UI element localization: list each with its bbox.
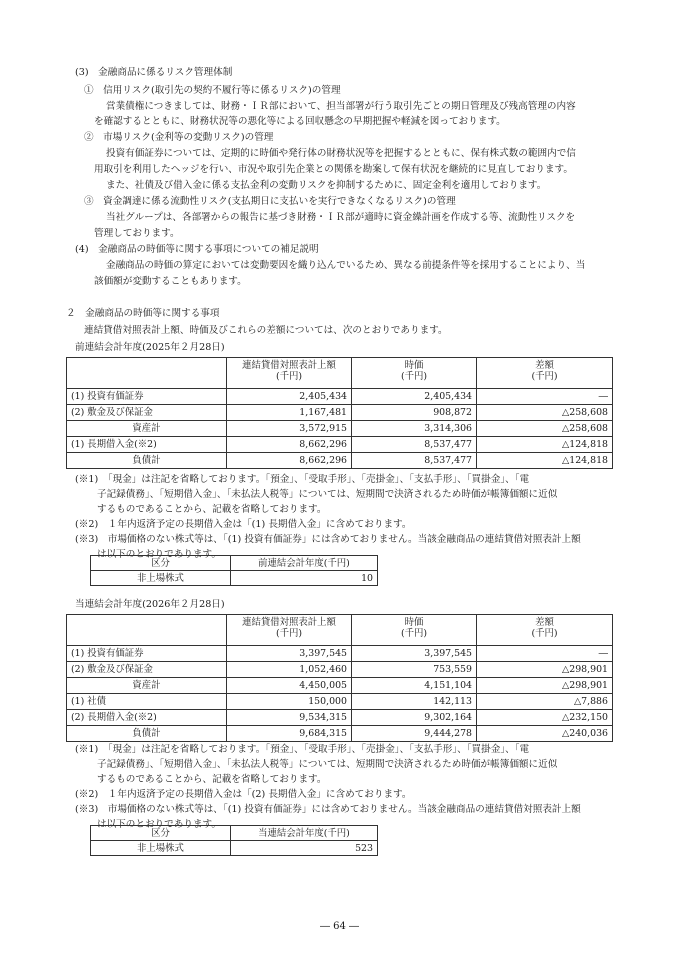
market-risk-body: 投資有価証券については、定期的に時価や発行体の財務状況等を把握するとともに、保有株式数の範囲内で信	[106, 148, 576, 159]
difference-cell: ―	[477, 646, 613, 662]
row-label: (1) 長期借入金(※2)	[67, 437, 227, 453]
prior-unlisted-table	[90, 555, 378, 586]
note-3: (※3) 市場価格のない株式等は、「(1) 投資有価証券」には含めておりません。当該金融商品の連結貸借対照表計上額	[75, 534, 581, 545]
note-3: (※3) 市場価格のない株式等は、「(1) 投資有価証券」には含めておりません。当該金融商品の連結貸借対照表計上額	[75, 804, 581, 815]
fair-value-cell: 2,405,434	[352, 389, 477, 405]
market-risk-title: ② 市場リスク(金利等の変動リスク)の管理	[84, 132, 274, 143]
value-cell: 10	[231, 571, 378, 586]
table-row	[67, 646, 613, 662]
credit-risk-title: ① 信用リスク(取引先の契約不履行等に係るリスク)の管理	[84, 85, 341, 96]
note-1-cont: 子記録債務」、「短期借入金」、「未払法人税等」については、短期間で決済されるため時価が帳簿価額に近似	[97, 759, 558, 770]
table-header-row	[67, 358, 613, 389]
fair-value-cell: 908,872	[352, 405, 477, 421]
market-risk-body: 用取引を利用したヘッジを行い、市況や取引先企業との関係を勘案して保有状況を継続的に見直しております。	[94, 164, 573, 175]
table-row	[67, 389, 613, 405]
row-label: (2) 敷金及び保証金	[67, 405, 227, 421]
current-unlisted-table	[90, 825, 378, 856]
fair-value-heading: ２ 金融商品の時価等に関する事項	[66, 308, 220, 319]
row-label: (2) 敷金及び保証金	[67, 662, 227, 678]
header-blank	[67, 615, 227, 646]
row-label: (1) 社債	[67, 694, 227, 710]
liquidity-risk-title: ③ 資金調達に係る流動性リスク(支払期日に支払いを実行できなくなるリスク)の管理	[84, 196, 456, 207]
table-row	[67, 405, 613, 421]
risk-heading: (3) 金融商品に係るリスク管理体制	[75, 67, 233, 78]
difference-cell: △240,036	[477, 726, 613, 742]
header-period: 前連結会計年度(千円)	[231, 556, 378, 571]
table-row	[91, 841, 378, 856]
prior-period-label: 前連結会計年度(2025年２月28日)	[75, 342, 225, 353]
liquidity-risk-body: 管理しております。	[94, 228, 180, 239]
note-1-cont: するものであることから、記載を省略しております。	[97, 774, 327, 785]
note-3-cont: は以下のとおりであります。	[97, 819, 221, 830]
table-row	[67, 710, 613, 726]
fair-value-cell: 9,302,164	[352, 710, 477, 726]
fair-value-cell: 9,444,278	[352, 726, 477, 742]
row-label: 負債計	[67, 453, 227, 469]
row-label: (1) 投資有価証券	[67, 389, 227, 405]
difference-cell: ―	[477, 389, 613, 405]
row-label: 非上場株式	[91, 571, 231, 586]
supplement-body: 該価額が変動することもあります。	[94, 276, 247, 287]
row-label: (2) 長期借入金(※2)	[67, 710, 227, 726]
difference-cell: △124,818	[477, 453, 613, 469]
book-value-cell: 150,000	[227, 694, 352, 710]
fair-value-cell: 4,151,104	[352, 678, 477, 694]
row-label: (1) 投資有価証券	[67, 646, 227, 662]
fair-value-cell: 753,559	[352, 662, 477, 678]
note-1-cont: するものであることから、記載を省略しております。	[97, 504, 327, 515]
table-row	[67, 437, 613, 453]
table-header-row	[91, 556, 378, 571]
current-fair-value-table	[66, 614, 613, 742]
fair-value-cell: 142,113	[352, 694, 477, 710]
book-value-cell: 3,572,915	[227, 421, 352, 437]
credit-risk-body: 営業債権につきましては、財務・ＩＲ部において、担当部署が行う取引先ごとの期日管理及び残高管理の内容	[106, 101, 576, 112]
supplement-title: (4) 金融商品の時価等に関する事項についての補足説明	[75, 244, 319, 255]
book-value-cell: 9,684,315	[227, 726, 352, 742]
row-label: 資産計	[67, 421, 227, 437]
table-row-subtotal	[67, 421, 613, 437]
difference-cell: △7,886	[477, 694, 613, 710]
current-period-label: 当連結会計年度(2026年２月28日)	[75, 599, 225, 610]
header-difference: 差額 (千円)	[477, 358, 613, 389]
header-book-value: 連結貸借対照表計上額 (千円)	[227, 358, 352, 389]
table-header-row	[67, 615, 613, 646]
book-value-cell: 3,397,545	[227, 646, 352, 662]
note-3-cont: は以下のとおりであります。	[97, 549, 221, 560]
note-2: (※2) １年内返済予定の長期借入金は「(2) 長期借入金」に含めております。	[75, 789, 412, 800]
difference-cell: △124,818	[477, 437, 613, 453]
row-label: 非上場株式	[91, 841, 231, 856]
header-fair-value: 時価 (千円)	[352, 615, 477, 646]
difference-cell: △232,150	[477, 710, 613, 726]
note-1-cont: 子記録債務」、「短期借入金」、「未払法人税等」については、短期間で決済されるため時価が帳簿価額に近似	[97, 489, 558, 500]
fair-value-cell: 8,537,477	[352, 437, 477, 453]
table-row	[67, 662, 613, 678]
row-label: 資産計	[67, 678, 227, 694]
difference-cell: △298,901	[477, 678, 613, 694]
book-value-cell: 1,052,460	[227, 662, 352, 678]
header-category: 区分	[91, 556, 231, 571]
table-row-subtotal	[67, 678, 613, 694]
fair-value-cell: 3,314,306	[352, 421, 477, 437]
book-value-cell: 2,405,434	[227, 389, 352, 405]
liquidity-risk-body: 当社グループは、各部署からの報告に基づき財務・ＩＲ部が適時に資金繰計画を作成する等、流動性リスクを	[106, 212, 576, 223]
credit-risk-body: を確認するとともに、財務状況等の悪化等による回収懸念の早期把握や軽減を図っております。	[94, 116, 506, 127]
difference-cell: △258,608	[477, 405, 613, 421]
value-cell: 523	[231, 841, 378, 856]
fair-value-intro: 連結貸借対照表計上額、時価及びこれらの差額については、次のとおりであります。	[84, 325, 448, 336]
header-book-value: 連結貸借対照表計上額 (千円)	[227, 615, 352, 646]
book-value-cell: 8,662,296	[227, 437, 352, 453]
table-row-subtotal	[67, 453, 613, 469]
header-difference: 差額 (千円)	[477, 615, 613, 646]
page-number: ― 64 ―	[319, 921, 360, 932]
fair-value-cell: 8,537,477	[352, 453, 477, 469]
book-value-cell: 9,534,315	[227, 710, 352, 726]
row-label: 負債計	[67, 726, 227, 742]
table-row-subtotal	[67, 726, 613, 742]
table-header-row	[91, 826, 378, 841]
note-1: (※1) 「現金」は注記を省略しております。「預金」、「受取手形」、「売掛金」、「支払手形」、「買掛金」、「電	[75, 744, 530, 755]
book-value-cell: 1,167,481	[227, 405, 352, 421]
supplement-body: 金融商品の時価の算定においては変動要因を織り込んでいるため、異なる前提条件等を採用することにより、当	[106, 260, 586, 271]
table-row	[91, 571, 378, 586]
difference-cell: △298,901	[477, 662, 613, 678]
fair-value-cell: 3,397,545	[352, 646, 477, 662]
header-fair-value: 時価 (千円)	[352, 358, 477, 389]
prior-fair-value-table	[66, 357, 613, 469]
header-period: 当連結会計年度(千円)	[231, 826, 378, 841]
note-1: (※1) 「現金」は注記を省略しております。「預金」、「受取手形」、「売掛金」、「支払手形」、「買掛金」、「電	[75, 474, 530, 485]
book-value-cell: 8,662,296	[227, 453, 352, 469]
header-blank	[67, 358, 227, 389]
header-category: 区分	[91, 826, 231, 841]
market-risk-body: また、社債及び借入金に係る支払金利の変動リスクを抑制するために、固定金利を適用しております。	[106, 180, 547, 191]
difference-cell: △258,608	[477, 421, 613, 437]
book-value-cell: 4,450,005	[227, 678, 352, 694]
table-row	[67, 694, 613, 710]
note-2: (※2) １年内返済予定の長期借入金は「(1) 長期借入金」に含めております。	[75, 519, 412, 530]
